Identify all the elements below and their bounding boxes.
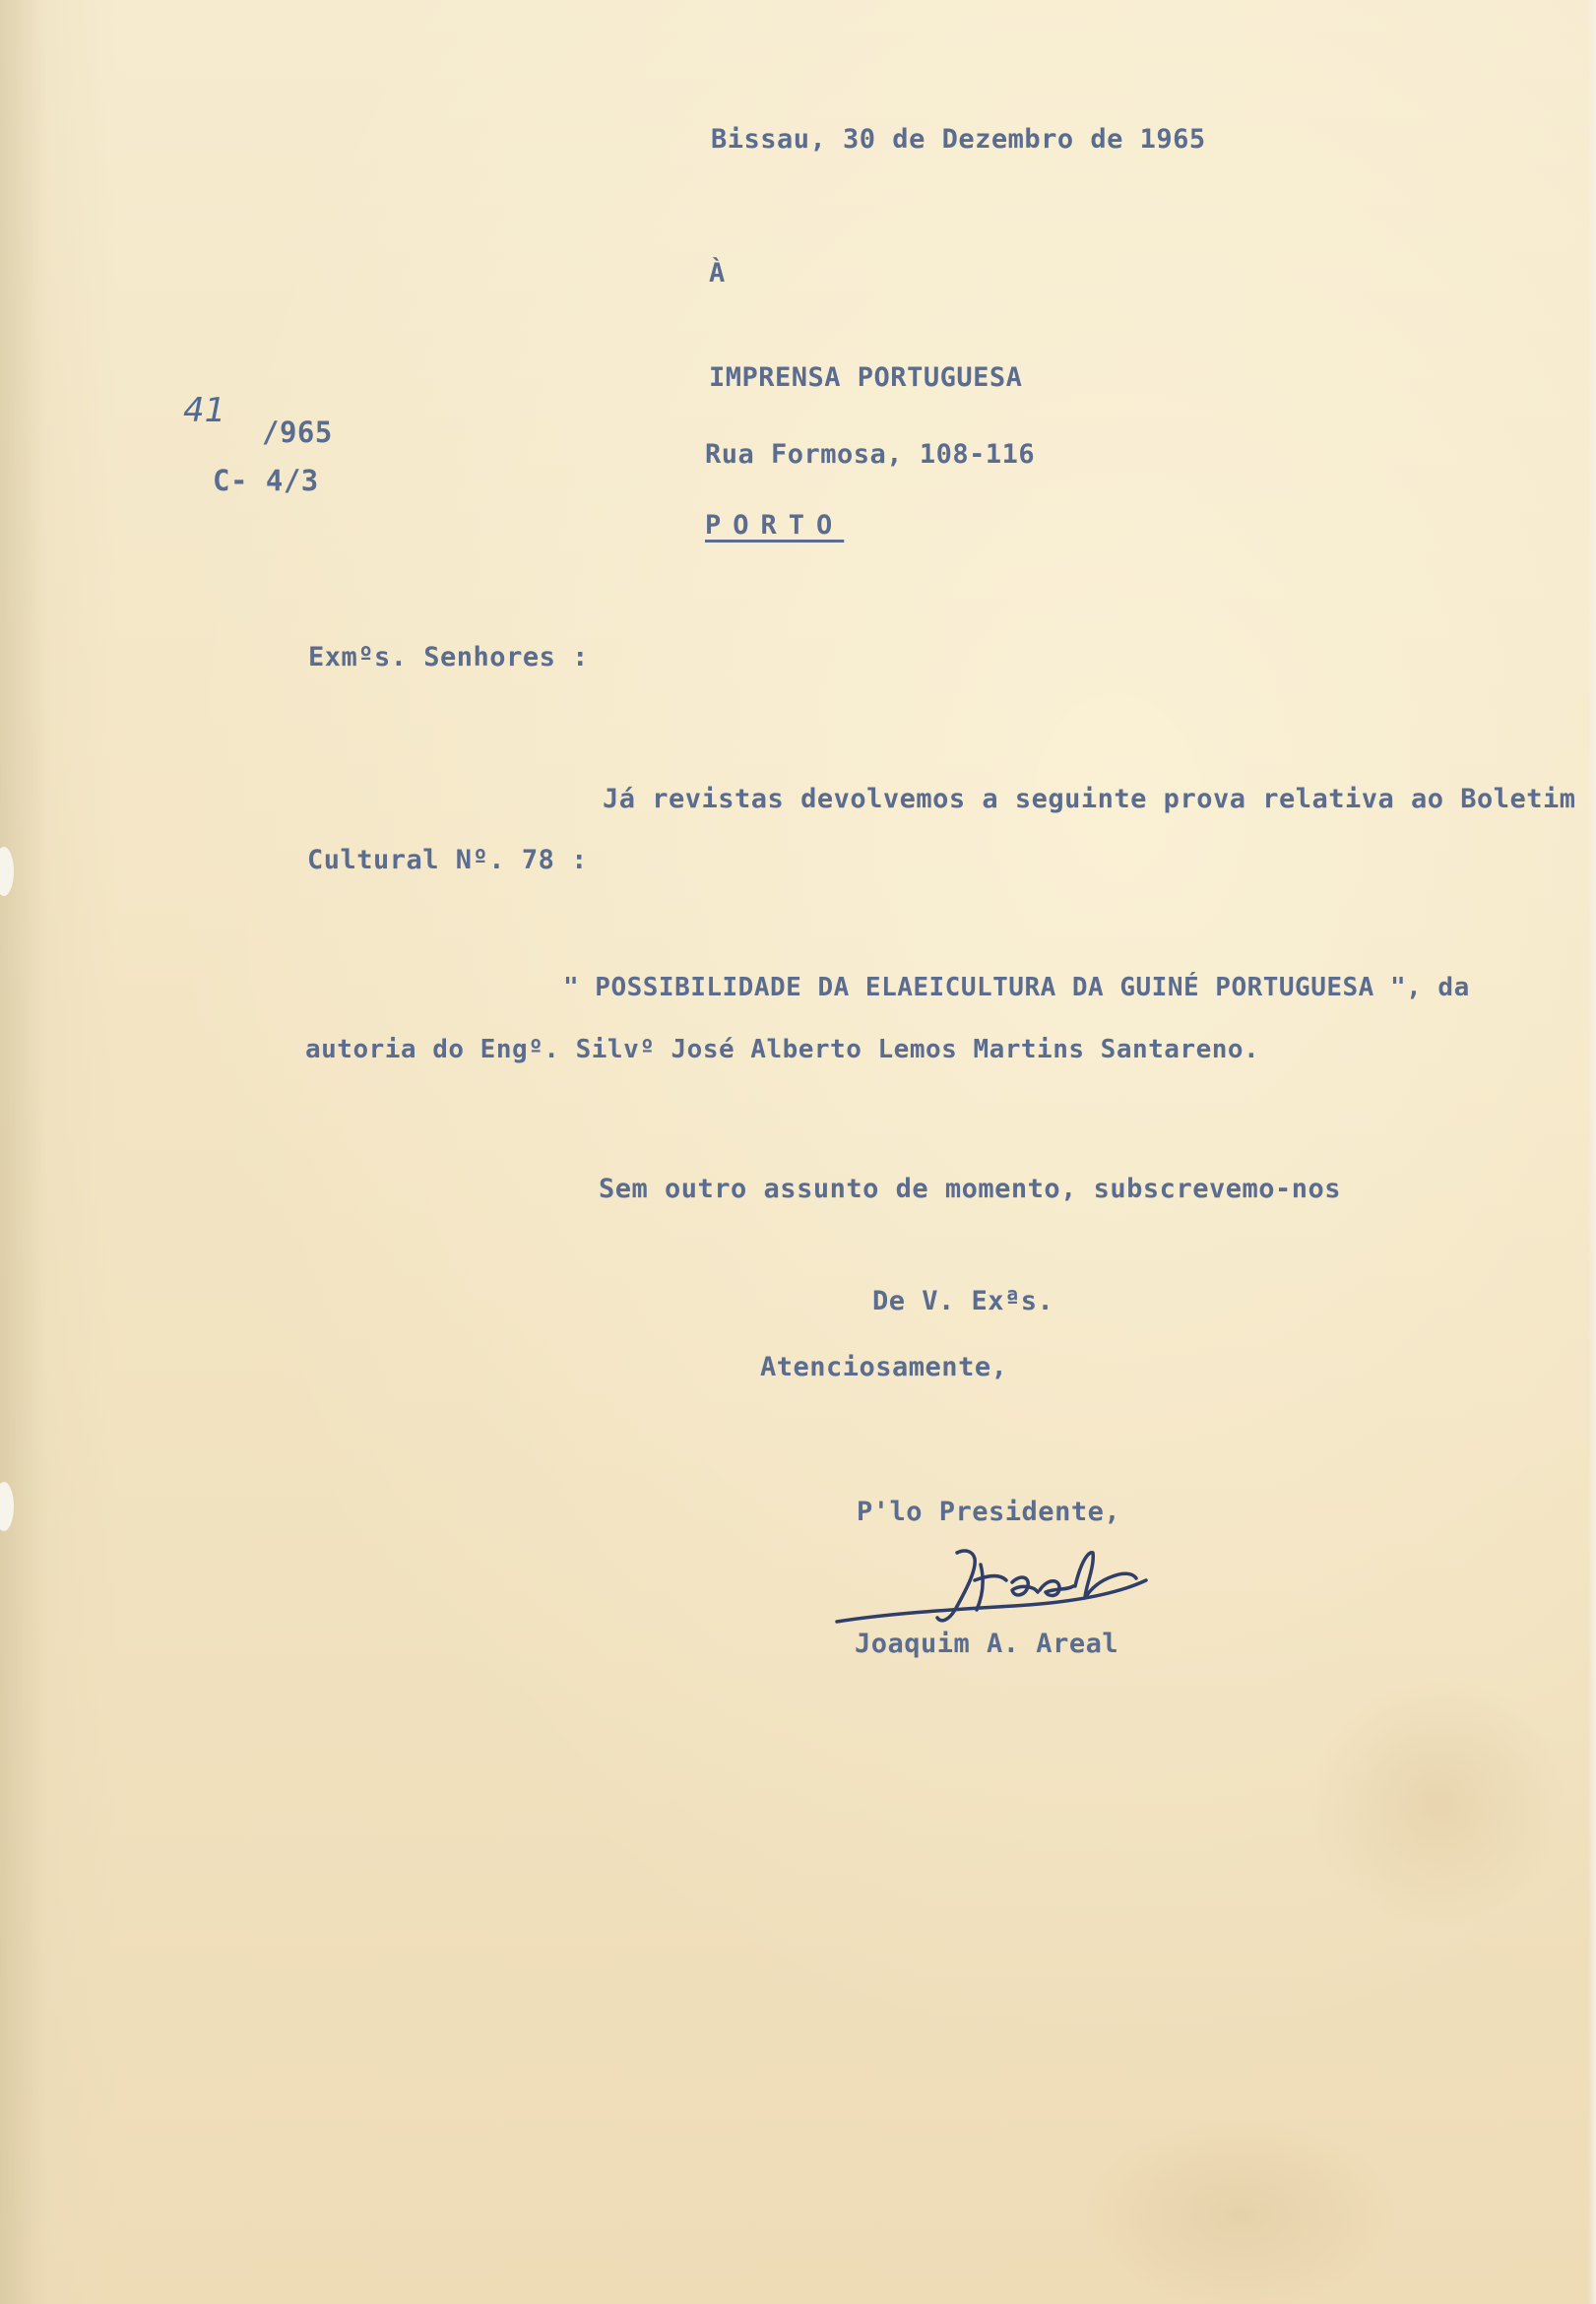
reference-year: /965	[262, 416, 333, 449]
reference-code: C- 4/3	[213, 464, 319, 497]
body-line-4: autoria do Engº. Silvº José Alberto Lemos Martins Santareno.	[305, 1035, 1260, 1064]
paper-stain	[1083, 2117, 1398, 2304]
salutation-prefix: À	[709, 258, 726, 288]
reference-handwritten: 41	[183, 391, 226, 430]
signatory-name: Joaquim A. Areal	[855, 1629, 1119, 1659]
closing-regards: Atenciosamente,	[760, 1352, 1008, 1382]
recipient-street: Rua Formosa, 108-116	[705, 439, 1036, 470]
greeting: Exmºs. Senhores :	[308, 642, 589, 672]
body-line-3: " POSSIBILIDADE DA ELAEICULTURA DA GUINÉ PORTUGUESA ", da	[563, 973, 1470, 1002]
handwritten-signature	[827, 1531, 1162, 1639]
signatory-role: P'lo Presidente,	[857, 1497, 1121, 1527]
recipient-name: IMPRENSA PORTUGUESA	[709, 362, 1023, 393]
paper-edge-right	[1588, 0, 1596, 2304]
body-line-2: Cultural Nº. 78 :	[307, 845, 588, 875]
paper-stain	[1309, 1674, 1565, 1930]
date-line: Bissau, 30 de Dezembro de 1965	[711, 124, 1206, 155]
paper-shadow-left	[0, 0, 118, 2304]
body-line-1: Já revistas devolvemos a seguinte prova relativa ao Boletim	[603, 784, 1576, 814]
recipient-city: PORTO	[705, 510, 845, 541]
closing-formula: De V. Exªs.	[872, 1286, 1054, 1316]
closing-line: Sem outro assunto de momento, subscrevemo-nos	[599, 1174, 1341, 1204]
